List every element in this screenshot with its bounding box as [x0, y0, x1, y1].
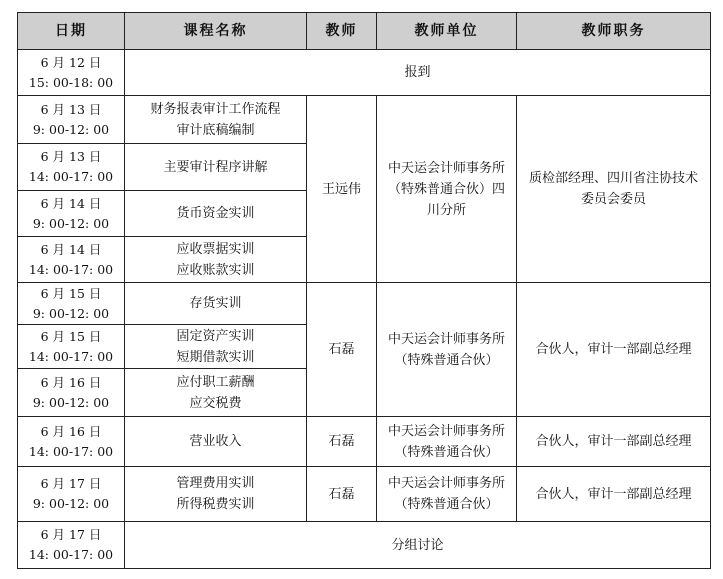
table-row	[18, 417, 711, 467]
course-cell: 营业收入	[125, 417, 307, 467]
course-cell: 应付职工薪酬 应交税费	[125, 369, 307, 417]
unit-cell: 中天运会计师事务所 （特殊普通合伙）四 川分所	[377, 96, 517, 283]
date-cell: 6 月 14 日 9: 00-12: 00	[18, 191, 125, 237]
course-cell: 货币资金实训	[125, 191, 307, 237]
header-position: 教师职务	[517, 13, 711, 50]
teacher-cell: 石磊	[307, 283, 377, 417]
teacher-cell: 王远伟	[307, 96, 377, 283]
header-teacher: 教师	[307, 13, 377, 50]
teacher-cell: 石磊	[307, 417, 377, 467]
position-cell: 质检部经理、四川省注协技术 委员会委员	[517, 96, 711, 283]
header-row	[18, 13, 711, 50]
date-cell: 6 月 15 日 14: 00-17: 00	[18, 325, 125, 369]
discussion-cell: 分组讨论	[125, 522, 711, 569]
schedule-table	[17, 12, 711, 569]
header-unit: 教师单位	[377, 13, 517, 50]
unit-cell: 中天运会计师事务所 （特殊普通合伙）	[377, 467, 517, 522]
position-cell: 合伙人，审计一部副总经理	[517, 467, 711, 522]
course-cell: 应收票据实训 应收账款实训	[125, 237, 307, 283]
course-cell: 主要审计程序讲解	[125, 144, 307, 191]
registration-cell: 报到	[125, 50, 711, 96]
date-cell: 6 月 17 日 9: 00-12: 00	[18, 467, 125, 522]
date-cell: 6 月 15 日 9: 00-12: 00	[18, 283, 125, 325]
unit-cell: 中天运会计师事务所 （特殊普通合伙）	[377, 417, 517, 467]
course-cell: 财务报表审计工作流程 审计底稿编制	[125, 96, 307, 144]
position-cell: 合伙人，审计一部副总经理	[517, 417, 711, 467]
date-cell: 6 月 14 日 14: 00-17: 00	[18, 237, 125, 283]
table-row	[18, 96, 711, 144]
date-cell: 6 月 17 日 14: 00-17: 00	[18, 522, 125, 569]
header-date: 日期	[18, 13, 125, 50]
position-cell: 合伙人，审计一部副总经理	[517, 283, 711, 417]
date-cell: 6 月 16 日 14: 00-17: 00	[18, 417, 125, 467]
course-cell: 存货实训	[125, 283, 307, 325]
table-row	[18, 467, 711, 522]
table-row	[18, 283, 711, 325]
table-row	[18, 522, 711, 569]
course-cell: 管理费用实训 所得税费实训	[125, 467, 307, 522]
date-cell: 6 月 16 日 9: 00-12: 00	[18, 369, 125, 417]
date-cell: 6 月 13 日 14: 00-17: 00	[18, 144, 125, 191]
date-cell: 6 月 12 日 15: 00-18: 00	[18, 50, 125, 96]
table-row	[18, 50, 711, 96]
header-course: 课程名称	[125, 13, 307, 50]
course-cell: 固定资产实训 短期借款实训	[125, 325, 307, 369]
date-cell: 6 月 13 日 9: 00-12: 00	[18, 96, 125, 144]
teacher-cell: 石磊	[307, 467, 377, 522]
unit-cell: 中天运会计师事务所 （特殊普通合伙）	[377, 283, 517, 417]
